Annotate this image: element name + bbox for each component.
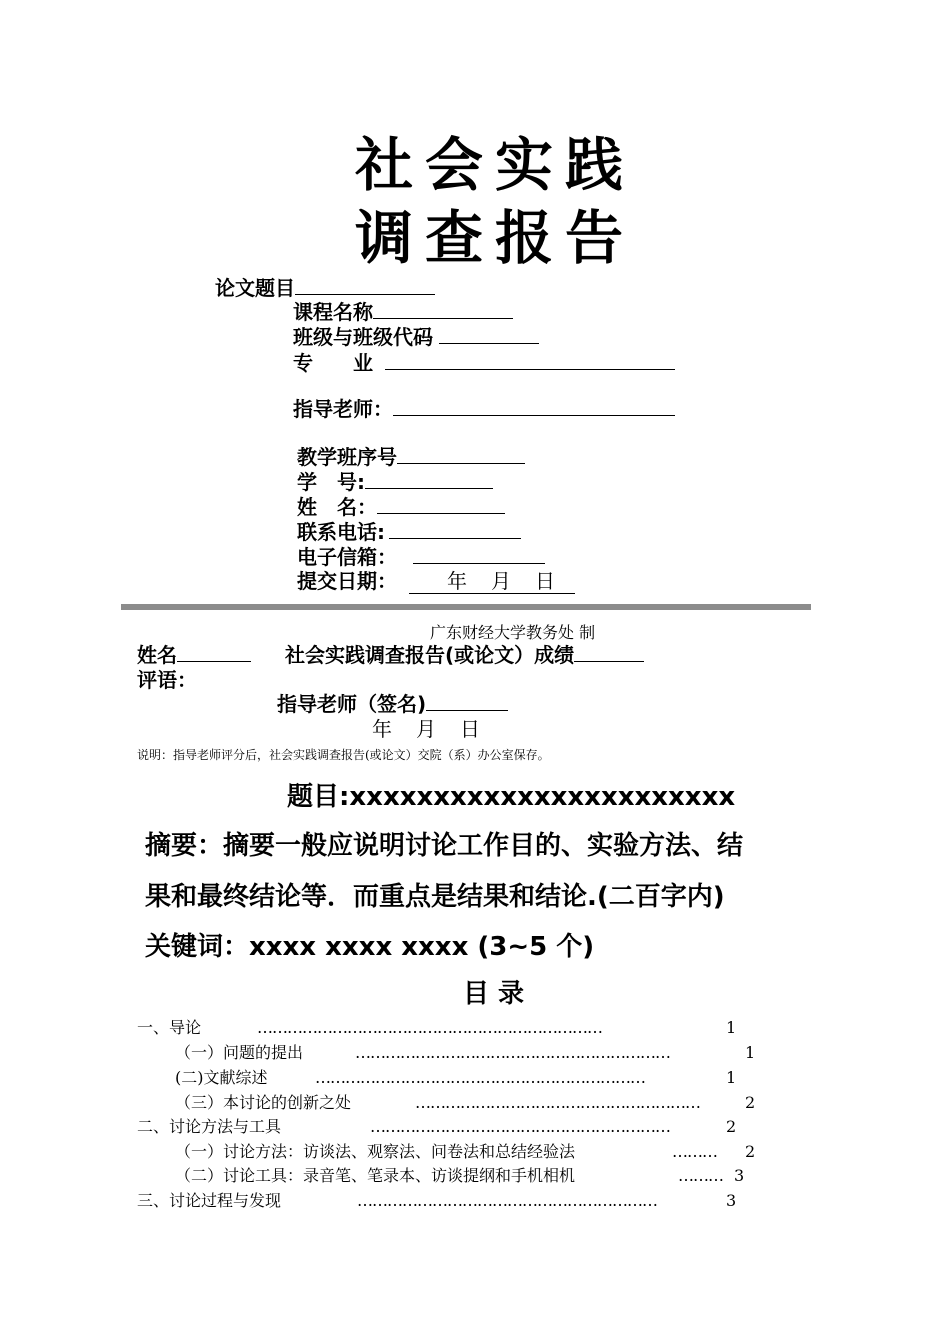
toc-item-8[interactable] xyxy=(137,1191,281,1211)
advisor-blank xyxy=(393,397,675,416)
advisor-label: 指导老师： xyxy=(293,397,393,421)
toc-item-3[interactable] xyxy=(175,1068,268,1088)
grading-date-year: 年 xyxy=(372,717,392,741)
email-label: 电子信箱： xyxy=(297,545,397,569)
class-no-label: 教学班序号 xyxy=(297,445,397,469)
phone-blank xyxy=(389,520,521,539)
toc-leader: ……… xyxy=(678,1166,723,1185)
submit-date-blank xyxy=(409,569,575,594)
grading-score-label: 社会实践调查报告(或论文）成绩 xyxy=(285,643,575,667)
name-blank xyxy=(377,495,505,514)
thesis-title-blank xyxy=(295,276,435,295)
grading-date-month: 月 xyxy=(416,717,436,741)
class-code-field xyxy=(293,325,539,349)
advisor-field xyxy=(293,397,675,421)
course-name-label: 课程名称 xyxy=(293,300,373,324)
grading-note: 说明：指导老师评分后，社会实践调查报告(或论文）交院（系）办公室保存。 xyxy=(137,748,550,762)
toc-item-5[interactable] xyxy=(137,1117,281,1137)
grading-score-field xyxy=(285,643,644,667)
student-id-blank xyxy=(365,470,493,489)
toc-item-label: 二、讨论方法与工具 xyxy=(137,1117,282,1136)
thesis-title-label: 论文题目 xyxy=(215,276,295,300)
paper-topic: 题目:xxxxxxxxxxxxxxxxxxxxxxx xyxy=(287,782,736,812)
student-id-label: 学 号: xyxy=(297,470,365,494)
grading-score-blank xyxy=(574,643,644,662)
toc-item-page: 3 xyxy=(726,1191,737,1210)
toc-item-1[interactable] xyxy=(137,1018,201,1038)
phone-field xyxy=(297,520,521,544)
course-name-blank xyxy=(373,300,513,319)
class-no-blank xyxy=(397,445,525,464)
toc-leader: ……… xyxy=(672,1142,717,1161)
toc-item-7[interactable] xyxy=(175,1166,575,1186)
abstract-line1: 摘要：摘要一般应说明讨论工作目的、实验方法、结 xyxy=(145,831,744,861)
toc-item-label: （二）讨论工具：录音笔、笔录本、访谈提纲和手机相机 xyxy=(175,1166,576,1185)
phone-label: 联系电话: xyxy=(297,520,385,544)
toc-item-page: 1 xyxy=(745,1043,756,1062)
toc-leader: ………………………………………………… xyxy=(415,1093,700,1112)
keywords: 关键词：xxxx xxxx xxxx (3~5 个) xyxy=(145,932,595,962)
grading-name-label: 姓名 xyxy=(137,643,177,667)
submit-date-day: 日 xyxy=(535,569,555,593)
grading-date xyxy=(372,717,480,741)
toc-leader: …………………………………………………… xyxy=(370,1117,670,1136)
toc-item-page: 2 xyxy=(726,1117,737,1136)
submit-date-label: 提交日期： xyxy=(297,569,397,593)
email-blank xyxy=(413,545,545,564)
submit-date-field xyxy=(297,569,575,594)
toc-item-label: 一、导论 xyxy=(137,1018,202,1037)
toc-leader: …………………………………………………………… xyxy=(257,1018,602,1037)
toc-item-label: （三）本讨论的创新之处 xyxy=(175,1093,352,1112)
toc-item-page: 2 xyxy=(745,1093,756,1112)
section-divider xyxy=(121,604,811,610)
class-code-label: 班级与班级代码 xyxy=(293,325,433,349)
grading-advisor-sign-blank xyxy=(426,692,508,711)
class-no-field xyxy=(297,445,525,469)
toc-item-2[interactable] xyxy=(175,1043,303,1063)
toc-leader: …………………………………………………… xyxy=(357,1191,657,1210)
name-field xyxy=(297,495,505,519)
thesis-title-field xyxy=(215,276,435,300)
toc-item-page: 3 xyxy=(734,1166,745,1185)
submit-date-month: 月 xyxy=(491,569,511,593)
toc-item-label: （一）问题的提出 xyxy=(175,1043,304,1062)
grading-advisor-sign-field xyxy=(277,692,508,716)
toc-heading: 目 录 xyxy=(463,979,525,1009)
grading-date-day: 日 xyxy=(460,717,480,741)
toc-item-label: (二)文献综述 xyxy=(175,1068,268,1087)
cover-title-line1: 社会实践 xyxy=(354,131,635,199)
class-code-blank xyxy=(439,325,539,344)
student-id-field xyxy=(297,470,493,494)
name-label: 姓 名： xyxy=(297,495,377,519)
toc-item-page: 2 xyxy=(745,1142,756,1161)
toc-leader: ……………………………………………………… xyxy=(355,1043,670,1062)
toc-leader: ………………………………………………………… xyxy=(315,1068,645,1087)
toc-item-label: 三、讨论过程与发现 xyxy=(137,1191,282,1210)
email-field xyxy=(297,545,545,569)
major-field xyxy=(293,351,675,375)
major-blank xyxy=(385,351,675,370)
abstract-line2: 果和最终结论等．而重点是结果和结论.(二百字内) xyxy=(145,882,725,912)
grading-name-field xyxy=(137,643,251,667)
issuer-text: 广东财经大学教务处 制 xyxy=(430,623,596,642)
grading-name-blank xyxy=(177,643,251,662)
grading-advisor-sign-label: 指导老师（签名) xyxy=(277,692,427,716)
toc-item-4[interactable] xyxy=(175,1093,351,1113)
major-label: 专 业 xyxy=(293,351,373,375)
course-name-field xyxy=(293,300,513,324)
cover-title-line2: 调查报告 xyxy=(354,204,635,272)
grading-comment-label: 评语： xyxy=(137,668,197,692)
toc-item-6[interactable] xyxy=(175,1142,575,1162)
toc-item-label: （一）讨论方法：访谈法、观察法、问卷法和总结经验法 xyxy=(175,1142,576,1161)
submit-date-year: 年 xyxy=(447,569,467,593)
toc-item-page: 1 xyxy=(726,1018,737,1037)
toc-item-page: 1 xyxy=(726,1068,737,1087)
